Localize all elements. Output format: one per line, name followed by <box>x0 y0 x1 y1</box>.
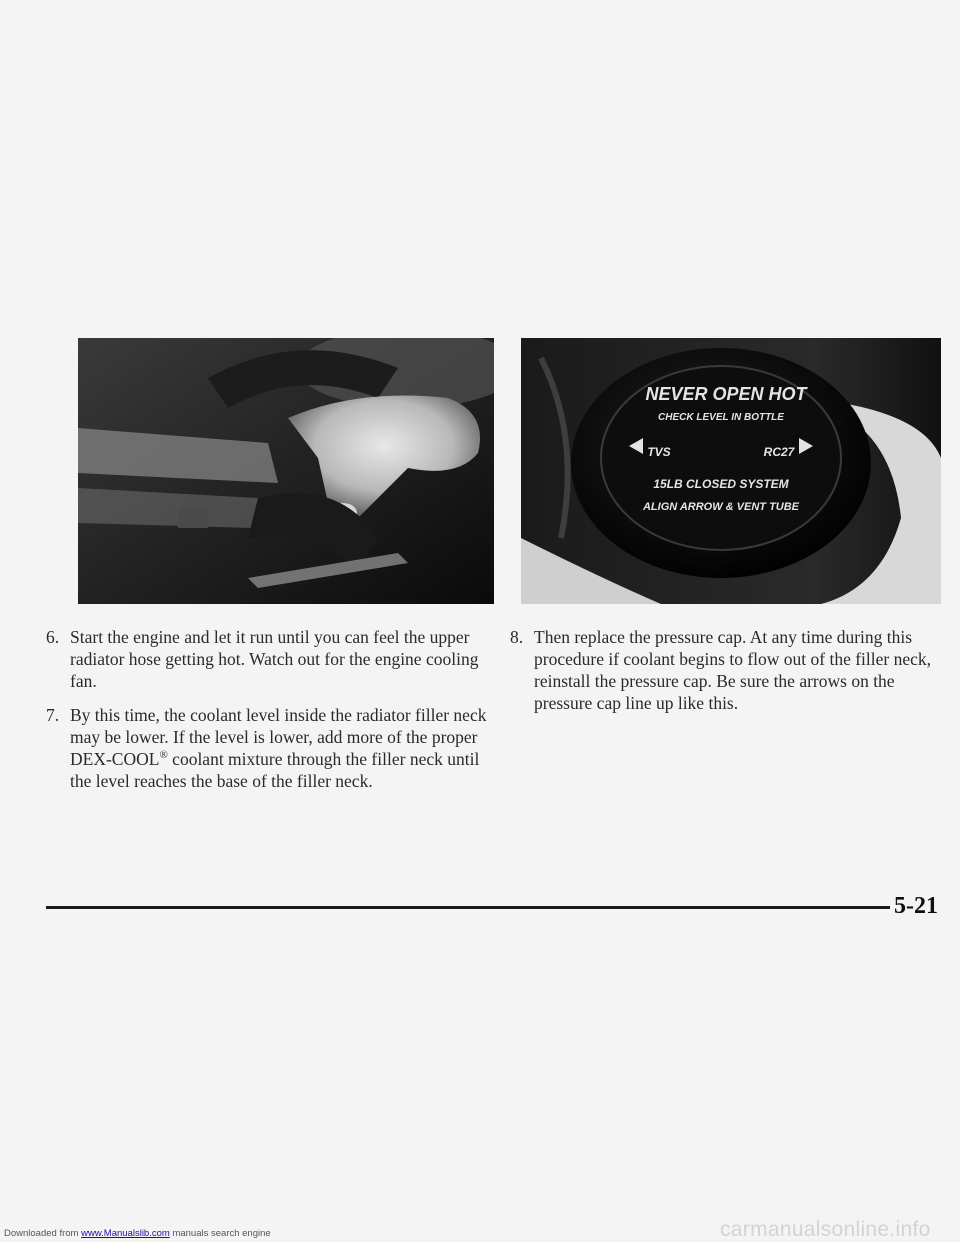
cap-text-check-level: CHECK LEVEL IN BOTTLE <box>658 412 784 423</box>
step-text <box>70 704 494 792</box>
cap-text-tvs: TVS <box>647 445 671 459</box>
step-6 <box>46 626 494 692</box>
step-text: Start the engine and let it run until you can feel the upper radiator hose getting hot. Watch out for the engine cooling fan. <box>70 627 479 691</box>
step-text-part: coolant mixture through the filler neck until the level reaches the base of the filler neck. <box>70 749 480 791</box>
left-column <box>46 626 494 804</box>
step-number: 7. <box>46 705 60 725</box>
manualslib-link[interactable]: www.Manualslib.com <box>81 1228 170 1239</box>
footer-rule <box>46 906 890 909</box>
pressure-cap-illustration <box>521 338 941 604</box>
step-text-part: By this time, the coolant level inside the radiator filler neck may be lower. If the level is lower, add more of the proper DEX-COOL <box>70 705 487 769</box>
radiator-photo-illustration <box>78 338 494 604</box>
page-number: 5-21 <box>894 893 938 919</box>
photo-hand-at-radiator <box>78 338 494 604</box>
step-number: 8. <box>510 627 524 647</box>
step-number: 6. <box>46 627 60 647</box>
download-footer <box>4 1228 271 1239</box>
step-8 <box>510 626 940 714</box>
registered-mark: ® <box>159 749 168 762</box>
step-7 <box>46 704 494 792</box>
step-text: Then replace the pressure cap. At any time during this procedure if coolant begins to flow out of the filler neck, reinstall the pressure cap. Be sure the arrows on the pressure cap line up like this. <box>534 627 932 713</box>
photo-pressure-cap <box>521 338 941 604</box>
watermark: carmanualsonline.info <box>720 1218 931 1241</box>
cap-text-never-open-hot: NEVER OPEN HOT <box>645 384 807 404</box>
cap-text-align-arrow: ALIGN ARROW & VENT TUBE <box>642 501 800 513</box>
cap-text-rc27: RC27 <box>763 445 795 459</box>
footer-suffix: manuals search engine <box>169 1228 271 1239</box>
cap-text-closed-system: 15LB CLOSED SYSTEM <box>653 477 789 491</box>
footer-prefix: Downloaded from <box>4 1228 82 1239</box>
right-column <box>510 626 940 726</box>
